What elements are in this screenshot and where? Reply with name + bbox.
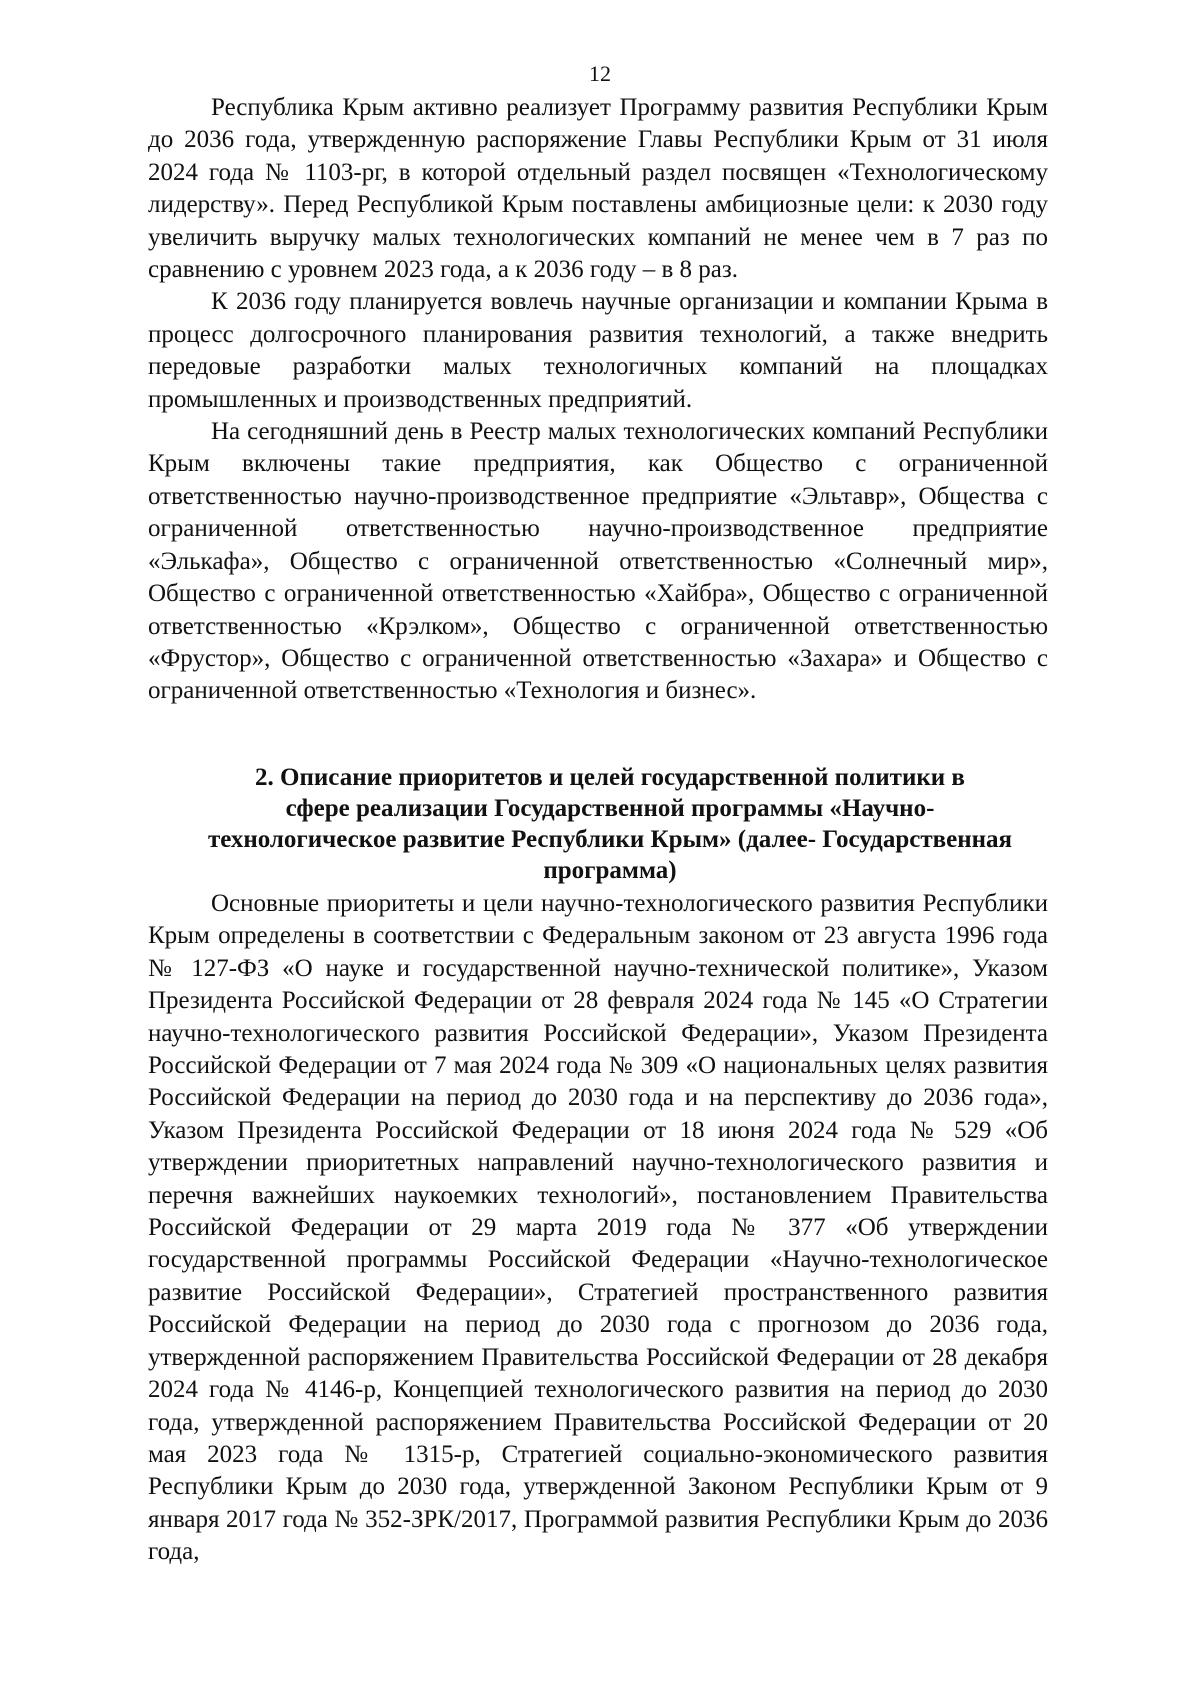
page-number: 12 <box>589 61 611 86</box>
paragraph-crimea-program: Республика Крым активно реализует Программу развития Республики Крым до 2036 года, утвержденную распоряжение Главы Республики Крым от 31 июля 2024 года № 1103-рг, в которой отдельный раздел посвящен «Технологическому лидерству». Перед Республикой Крым поставлены амбициозные цели: к 2030 году увеличить выручку малых технологических компаний не менее чем в 7 раз по сравнению с уровнем 2023 года, а к 2036 году – в 8 раз. <box>148 94 1048 284</box>
top-text-block <box>148 92 1048 708</box>
section-heading <box>160 762 1060 886</box>
section-heading-line: программа) <box>543 857 677 884</box>
paragraph-priorities-basis: Основные приоритеты и цели научно-технологического развития Республики Крым определены в соответствии с Федеральным законом от 23 августа 1996 года № 127-ФЗ «О науке и государственной научно-технической политике», Указом Президента Российской Федерации от 28 февраля 2024 года № 145 «О Стратегии научно-технологического развития Российской Федерации», Указом Президента Российской Федерации от 7 мая 2024 года № 309 «О национальных целях развития Российской Федерации на период до 2030 года и на перспективу до 2036 года», Указом Президента Российской Федерации от 18 июня 2024 года № 529 «Об утверждении приоритетных направлений научно-технологического развития и перечня важнейших наукоемких технологий», постановлением Правительства Российской Федерации от 29 марта 2019 года № 377 «Об утверждении государственной программы Российской Федерации «Научно-технологическое развитие Российской Федерации», Стратегией пространственного развития Российской Федерации на период до 2030 года с прогнозом до 2036 года, утвержденной распоряжением Правительства Российской Федерации от 28 декабря 2024 года № 4146-р, Концепцией технологического развития на период до 2030 года, утвержденной распоряжением Правительства Российской Федерации от 20 мая 2023 года № 1315-р, Стратегией социально-экономического развития Республики Крым до 2030 года, утвержденной Законом Республики Крым от 9 января 2017 года № 352-ЗРК/2017, Программой развития Республики Крым до 2036 года, <box>148 890 1048 1566</box>
paragraph-planning-2036: К 2036 году планируется вовлечь научные организации и компании Крыма в процесс долгосрочного планирования развития технологий, а также внедрить передовые разработки малых технологичных компаний на площадках промышленных и производственных предприятий. <box>148 288 1048 413</box>
section-heading-line: технологическое развитие Республики Крым» (далее- Государственная <box>207 826 1013 853</box>
bottom-text-block <box>148 888 1048 1569</box>
section-heading-line: 2. Описание приоритетов и целей государственной политики в <box>255 764 965 791</box>
section-heading-line: сфере реализации Государственной программы «Научно- <box>285 795 935 822</box>
paragraph-tech-companies-registry: На сегодняшний день в Реестр малых технологических компаний Республики Крым включены такие предприятия, как Общество с ограниченной ответственностью научно-производственное предприятие «Эльтавр», Общества с ограниченной ответственностью научно-производственное предприятие «Элькафа», Общество с ограниченной ответственностью «Солнечный мир», Общество с ограниченной ответственностью «Хайбра», Общество с ограниченной ответственностью «Крэлком», Общество с ограниченной ответственностью «Фрустор», Общество с ограниченной ответственностью «Захара» и Общество с ограниченной ответственностью «Технология и бизнес». <box>148 418 1048 705</box>
